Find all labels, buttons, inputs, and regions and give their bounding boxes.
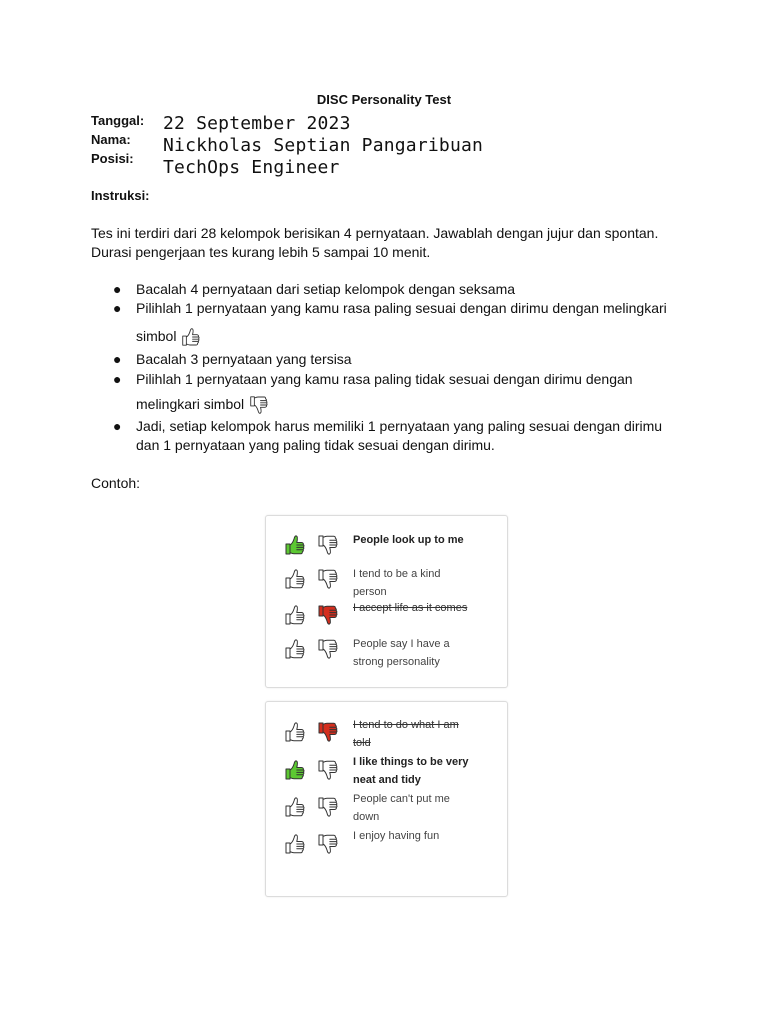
thumb-up-icon xyxy=(283,533,305,557)
thumb-down-icon xyxy=(316,567,338,591)
thumb-up-icon xyxy=(283,758,305,782)
bullet-5-line-2: dan 1 pernyataan yang paling tidak sesuai dengan dirimu. xyxy=(136,437,495,453)
bullet-2-simbol-text: simbol xyxy=(136,328,177,344)
thumb-down-icon xyxy=(316,603,338,627)
thumb-up-icon xyxy=(283,637,305,661)
thumb-down-icon xyxy=(248,393,268,417)
thumb-up-icon xyxy=(180,325,200,349)
thumb-down-icon xyxy=(316,720,338,744)
statement-text: I enjoy having fun xyxy=(353,830,440,842)
bullet-5-line-1: Jadi, setiap kelompok harus memiliki 1 pernyataan yang paling sesuai dengan dirimu xyxy=(136,418,663,434)
bullet-4-simbol-text: melingkari simbol xyxy=(136,396,245,412)
thumb-up-icon xyxy=(283,720,305,744)
bullet-dot: ● xyxy=(113,371,122,387)
statement-text: I accept life as it comes xyxy=(353,602,468,614)
name-label: Nama: xyxy=(91,132,131,147)
thumb-up-icon xyxy=(283,832,305,856)
bullet-4-line-2 xyxy=(136,391,676,417)
thumb-down-icon xyxy=(316,758,338,782)
position-label: Posisi: xyxy=(91,151,134,166)
statement-text: People say I have a strong personality xyxy=(353,638,450,668)
thumb-up-icon xyxy=(283,603,305,627)
example-label: Contoh: xyxy=(91,475,141,491)
date-value: 22 September 2023 xyxy=(163,113,351,134)
statement-text: People look up to me xyxy=(353,534,464,546)
thumb-down-icon xyxy=(316,832,338,856)
thumb-down-icon xyxy=(316,533,338,557)
bullet-1: Bacalah 4 pernyataan dari setiap kelompok dengan seksama xyxy=(136,281,516,297)
thumb-down-icon xyxy=(316,795,338,819)
example-card-2 xyxy=(265,701,508,897)
intro-line-2: Durasi pengerjaan tes kurang lebih 5 sampai 10 menit. xyxy=(91,244,431,260)
bullet-dot: ● xyxy=(113,418,122,434)
instructions-heading: Instruksi: xyxy=(91,188,150,203)
bullet-2-line-2 xyxy=(136,323,676,349)
bullet-2-line-1: Pilihlah 1 pernyataan yang kamu rasa paling sesuai dengan dirimu dengan melingkari xyxy=(136,300,667,316)
thumb-down-icon xyxy=(316,637,338,661)
statement-text: I tend to do what I am told xyxy=(353,719,459,749)
statement-text: I tend to be a kind person xyxy=(353,568,441,598)
bullet-dot: ● xyxy=(113,351,122,367)
document-title: DISC Personality Test xyxy=(316,92,452,107)
date-label: Tanggal: xyxy=(91,113,145,128)
position-value: TechOps Engineer xyxy=(163,157,340,178)
name-value: Nickholas Septian Pangaribuan xyxy=(163,135,484,156)
thumb-up-icon xyxy=(283,795,305,819)
intro-line-1: Tes ini terdiri dari 28 kelompok berisikan 4 pernyataan. Jawablah dengan jujur dan spontan. xyxy=(91,225,659,241)
example-card-1 xyxy=(265,515,508,688)
bullet-4-line-1: Pilihlah 1 pernyataan yang kamu rasa paling tidak sesuai dengan dirimu dengan xyxy=(136,371,633,387)
thumb-up-icon xyxy=(283,567,305,591)
bullet-dot: ● xyxy=(113,300,122,316)
statement-text: I like things to be very neat and tidy xyxy=(353,756,469,786)
bullet-3: Bacalah 3 pernyataan yang tersisa xyxy=(136,351,352,367)
bullet-dot: ● xyxy=(113,281,122,297)
statement-text: People can't put me down xyxy=(353,793,450,823)
